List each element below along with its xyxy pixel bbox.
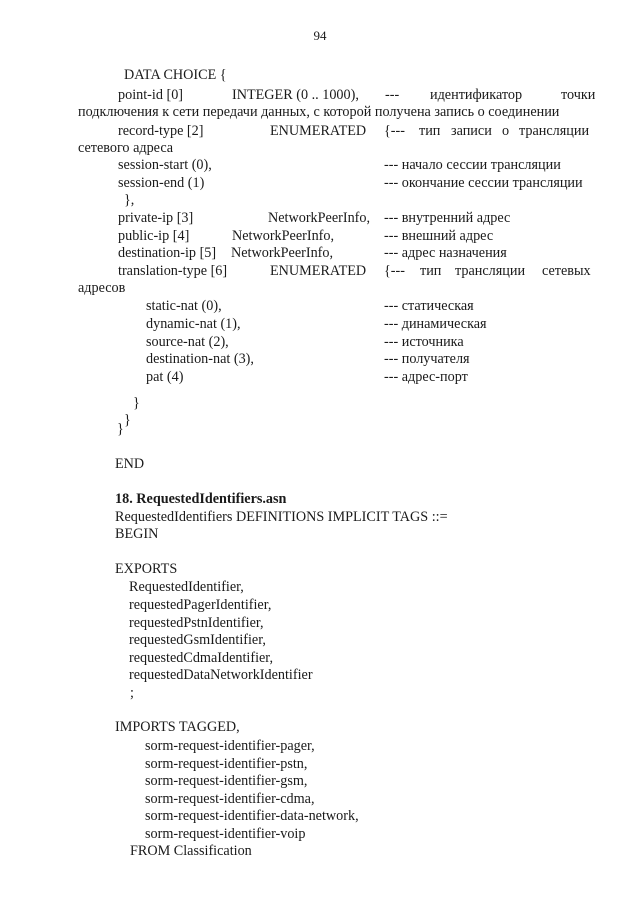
record-type-comment-c: записи — [451, 123, 492, 139]
destination-nat-comment: --- получателя — [384, 351, 470, 367]
session-end-item: session-end (1) — [118, 175, 205, 191]
session-end-comment: --- окончание сессии трансляции — [384, 175, 583, 191]
begin-keyword: BEGIN — [115, 526, 159, 542]
point-id-comment-dashes: --- — [385, 87, 400, 103]
import-item: sorm-request-identifier-data-network, — [145, 808, 359, 824]
static-nat-item: static-nat (0), — [146, 298, 222, 314]
data-choice-line: DATA CHOICE { — [124, 67, 227, 83]
translation-type-comment-continuation: адресов — [78, 280, 126, 296]
point-id-type: INTEGER (0 .. 1000), — [232, 87, 359, 103]
import-item: sorm-request-identifier-gsm, — [145, 773, 308, 789]
export-item: RequestedIdentifier, — [129, 579, 244, 595]
public-ip-comment: --- внешний адрес — [384, 228, 494, 244]
record-type-comment-b: тип — [419, 123, 441, 139]
record-type-comment-d: о — [502, 123, 510, 139]
destination-ip-field: destination-ip [5] — [118, 245, 217, 261]
export-item: requestedDataNetworkIdentifier — [129, 667, 313, 683]
pat-comment: --- адрес-порт — [384, 369, 468, 385]
session-start-comment: --- начало сессии трансляции — [384, 157, 561, 173]
static-nat-comment: --- статическая — [384, 298, 474, 314]
destination-ip-comment: --- адрес назначения — [384, 245, 507, 261]
public-ip-field: public-ip [4] — [118, 228, 190, 244]
section-heading: 18. RequestedIdentifiers.asn — [115, 491, 287, 507]
imports-keyword: IMPORTS TAGGED, — [115, 719, 240, 735]
translation-type-comment-d: сетевых — [542, 263, 591, 279]
pat-item: pat (4) — [146, 369, 184, 385]
source-nat-item: source-nat (2), — [146, 334, 229, 350]
exports-keyword: EXPORTS — [115, 561, 178, 577]
closing-brace-1: } — [133, 395, 140, 411]
import-item: sorm-request-identifier-voip — [145, 826, 306, 842]
translation-type-comment-b: тип — [420, 263, 442, 279]
export-item: requestedGsmIdentifier, — [129, 632, 266, 648]
dynamic-nat-item: dynamic-nat (1), — [146, 316, 241, 332]
closing-brace-3: } — [117, 421, 124, 437]
private-ip-field: private-ip [3] — [118, 210, 194, 226]
translation-type-field: translation-type [6] — [118, 263, 228, 279]
destination-ip-type: NetworkPeerInfo, — [231, 245, 334, 261]
export-terminator: ; — [130, 685, 134, 701]
close-brace-comma: }, — [124, 192, 135, 208]
private-ip-type: NetworkPeerInfo, — [268, 210, 371, 226]
record-type-field: record-type [2] — [118, 123, 204, 139]
record-type-comment-continuation: сетевого адреса — [78, 140, 174, 156]
point-id-comment-continuation: подключения к сети передачи данных, с которой получена запись о соединении — [78, 104, 560, 120]
from-clause: FROM Classification — [130, 843, 252, 859]
import-item: sorm-request-identifier-cdma, — [145, 791, 315, 807]
record-type-comment-e: трансляции — [519, 123, 590, 139]
export-item: requestedPstnIdentifier, — [129, 615, 264, 631]
import-item: sorm-request-identifier-pstn, — [145, 756, 308, 772]
public-ip-type: NetworkPeerInfo, — [232, 228, 335, 244]
translation-type-type: ENUMERATED — [270, 263, 367, 279]
closing-brace-2: } — [124, 412, 131, 428]
page-number: 94 — [313, 28, 327, 43]
export-item: requestedPagerIdentifier, — [129, 597, 272, 613]
translation-type-comment-c: трансляции — [455, 263, 526, 279]
point-id-comment-word2: точки — [561, 87, 596, 103]
private-ip-comment: --- внутренний адрес — [384, 210, 511, 226]
record-type-type: ENUMERATED — [270, 123, 367, 139]
dynamic-nat-comment: --- динамическая — [384, 316, 487, 332]
import-item: sorm-request-identifier-pager, — [145, 738, 315, 754]
session-start-item: session-start (0), — [118, 157, 212, 173]
point-id-comment-word: идентификатор — [430, 87, 523, 103]
source-nat-comment: --- источника — [384, 334, 464, 350]
point-id-field: point-id [0] — [118, 87, 184, 103]
translation-type-comment-a: {--- — [384, 263, 405, 279]
end-keyword: END — [115, 456, 145, 472]
destination-nat-item: destination-nat (3), — [146, 351, 254, 367]
record-type-comment-a: {--- — [384, 123, 405, 139]
definitions-line: RequestedIdentifiers DEFINITIONS IMPLICIT TAGS ::= — [115, 509, 448, 525]
export-item: requestedCdmaIdentifier, — [129, 650, 274, 666]
